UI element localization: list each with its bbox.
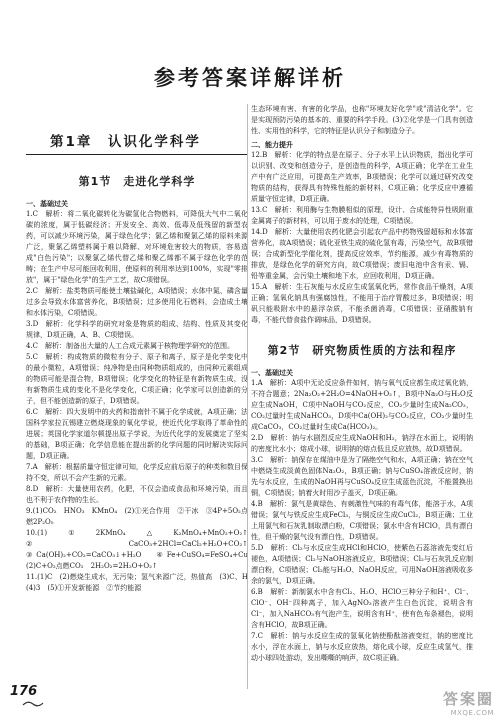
section-heading-1: 第1节 走进化学科学 (78, 175, 196, 188)
answer-paragraph: 13.C 解析：利用酶与生物膜相似的原理，设计、合成能特异性吸附重金属离子的新材料，可以用于废水的处理，C项错误。 (251, 206, 473, 225)
left-column (26, 104, 255, 694)
watermark-url: MXQE.COM (450, 709, 494, 717)
answer-paragraph: 生态环境有害、有害的化学品，也称"环境友好化学"或"清洁化学"。它是实现预防污染的基本的、重要的科学手段。(3)②化学是一门具有创造性、实用性的科学，它的特征是认识分子和制造分子。 (251, 105, 473, 135)
answer-paragraph: 7.A 解析：根据质量守恒定律可知，化学反应前后原子的种类和数目保持不变，所以不会产生新的元素。 (26, 463, 248, 482)
page-title: 参考答案详解详析 (154, 66, 346, 90)
answer-paragraph: 7.C 解析：钠与水反应生成的氢氧化钠使酚酞溶液变红，钠的密度比水小，浮在水面上，钠与水反应放热，熔化成小球，反应生成氢气，推动小球四处游动，发出嘶嘶的响声，故C项正确。 (251, 632, 473, 662)
answer-paragraph: 11.(1)C (2)燃烧生成水，无污染；氢气来源广泛，热值高 (3)C、H (4)3 (5)①开发新能源 ②节约能源 (26, 573, 255, 592)
section-heading-2: 第2节 研究物质性质的方法和程序 (267, 344, 457, 357)
right-column (251, 104, 473, 694)
answer-paragraph: 2.C 解析：盐类物质可能使土壤盐碱化，A项错误；水体中氮、磷含量过多会导致水体富营养化，B项错误；过多使用化石燃料，会造成土壤和水体污染，C项错误。 (26, 287, 248, 317)
answer-paragraph: 6.B 解析：新制氯水中含有Cl₂、H₂O、HClO三种分子和H⁺、Cl⁻、ClO⁻、OH⁻四种离子，加入AgNO₃溶液产生白色沉淀，说明含有Cl⁻，加入NaHCO₃有气泡产生，说明含有H⁺，使有色布条褪色，说明含有HClO，故B项正确。 (251, 588, 473, 629)
answer-paragraph: 3.C 解析：钠保存在煤油中是为了隔绝空气和水，A项正确；钠在空气中燃烧生成淡黄色固体Na₂O₂，B项正确；钠与CuSO₄溶液反应时，钠先与水反应，生成的NaOH再与CuSO₄反应生成蓝色沉淀，不能置换出铜，C项错误；钠着火时用沙子盖灭，D项正确。 (251, 456, 473, 497)
page-number-ornament-icon (22, 700, 44, 708)
answer-paragraph: 4.C 解析：制备出大量的人工合成元素属于核物理学研究的范围。 (26, 342, 235, 350)
answer-paragraph: 12.B 解析：化学的特点是在原子、分子水平上认识物质，指出化学可以识别、改变和创造分子，是创造性的科学，A项正确；化学在工业生产中有广泛应用，可提高生产效率，B项错误；化学可以通过研究改变物质的结构，获得具有特殊性能的新材料，C项正确；化学反应中遵循质量守恒定律，D项正确。 (251, 151, 473, 203)
answer-paragraph: 9.(1)CO₂ HNO₃ KMnO₄ (2)①光合作用 ②干冰 ③4P+5O₂点燃2P₂O₅ (26, 507, 248, 526)
watermark (443, 688, 494, 717)
answer-paragraph: 2.D 解析：钠与水剧烈反应生成NaOH和H₂，钠浮在水面上，说明钠的密度比水小；熔成小球，说明钠的熔点低且反应放热，故D项错误。 (251, 434, 473, 453)
answer-paragraph: 6.C 解析：四大发明中的火药和指南针不属于化学成就，A项正确；法国科学家拉瓦锡建立燃烧现象的氧化学说，使近代化学取得了革命性的进展；英国化学家道尔顿提出原子学说，为近代化学的发展奠定了坚实的基础，B项正确；化学信息能在提出新的化学问题的同时解决实际问题，D项正确。 (26, 408, 248, 460)
answer-paragraph: 5.C 解析：构成物质的微粒有分子、原子和离子，原子是化学变化中的最小微粒，A项错误；纯净物是由同种物质组成的，由同种元素组成的物质可能是混合物，B项错误；化学变化的特征是有新物质生成，没有新物质生成的变化不是化学变化，C项正确；化学家可以创造新的分子，但不能创造新的原子，D项错误。 (26, 353, 248, 405)
answer-paragraph: 4.B 解析：氯气是黄绿色、有刺激性气味的有毒气体，能溶于水，A项错误；氯气与铁反应生成FeCl₃，与铜反应生成CuCl₂，B项正确；工业上用氯气和石灰乳制取漂白粉，C项错误；氯水中含有HClO，具有漂白性，但干燥的氯气没有漂白性，D项错误。 (251, 500, 473, 541)
answer-paragraph: 8.D 解析：大量使用农药，化肥，不仅会造成食品和环境污染，而且也不利于农作物的生长。 (26, 485, 248, 504)
answer-paragraph: 1.A 解析：A项中无论反应条件如何，钠与氧气反应都生成过氧化钠，不符合题意；2Na₂O₂+2H₂O=4NaOH+O₂↑，B项中Na₂O与H₂O反应生成NaOH，C项中NaOH与CO₂反应，CO₂少量时生成Na₂CO₃，CO₂过量时生成NaHCO₃，D项中Ca(OH)₂与CO₂反应，CO₂少量时生成CaCO₃，CO₂过量时生成Ca(HCO₃)₂。 (251, 379, 473, 431)
answer-paragraph: 1.C 解析：将二氧化碳转化为碳氢化合物燃料，可降低大气中二氧化碳的浓度，属于低碳经济；开发安全、高效、低毒及低残留的新型农药，可以减少环境污染，属于绿色化学；氯乙烯和聚氯乙烯的原料来源广泛，聚氯乙烯塑料属于难以降解、对环境危害较大的物质，容易造成"白色污染"；以聚氯乙烯代替乙烯和聚乙烯都不属于绿色化学的范畴；在生产中尽可能回收利用，使原料的利用率达到100%，实现"零排放"，属于"绿色化学"的生产工艺，故C项错误。 (26, 210, 248, 284)
page-number: 176 (10, 684, 38, 699)
column-divider (247, 104, 248, 689)
sub-heading-basic-2: 一、基础过关 (251, 368, 293, 377)
chapter-rule (26, 154, 248, 155)
answer-paragraph: 15.A 解析：生石灰能与水反应生成氢氧化钙，常作食品干燥剂，A项正确；氢氧化钠具有强腐蚀性，不能用于治疗胃酸过多，B项错误；明矾只能吸附水中的悬浮杂质，不能杀菌消毒，C项错误；亚硝酸钠有毒，不能代替食盐作调味品，D项错误。 (251, 283, 473, 324)
answer-paragraph: 5.D 解析：Cl₂与水反应生成HCl和HClO，使紫色石蕊溶液先变红后褪色，A项错误；Cl₂与NaOH溶液反应，B项错误；Cl₂与石灰乳反应制漂白粉，C项错误；Cl₂能与H₂O、NaOH反应，可用NaOH溶液吸收多余的氯气，D项正确。 (251, 544, 473, 585)
chapter-heading: 第1章 认识化学科学 (50, 134, 201, 150)
answer-paragraph: 3.D 解析：化学科学的研究对象是物质的组成、结构、性质及其变化规律，D项正确，A、B、C项错误。 (26, 320, 248, 339)
answer-paragraph: 14.D 解析：大量使用农药化肥会引起农产品中药物残留超标和水体富营养化，故A项错误；硫化亚铁生成的硫化氢有毒，污染空气，故B项错误；合成新型化学催化剂，提高反应效率，节约能源，减少有毒物质的排放，是绿色化学的研究方向，故C项错误；废旧电池中含有汞、镉、铅等重金属，会污染土壤和地下水，应回收利用，D项正确。 (251, 228, 473, 280)
sub-heading-basic: 一、基础过关 (26, 199, 68, 208)
sub-heading-advanced: 二、能力提升 (251, 140, 293, 149)
watermark-text: 答案圈 (442, 690, 494, 708)
answer-paragraph: 10.(1)①2KMnO₄△K₂MnO₄+MnO₂+O₂↑ ②CaCO₃+2HCl=CaCl₂+H₂O+CO₂↑ ③Ca(OH)₂+CO₂=CaCO₃↓+H₂O ④Fe+CuSO₄=FeSO₄+Cu (2)C+O₂点燃CO₂ 2H₂O₂=2H₂O+O₂↑ (26, 529, 255, 570)
